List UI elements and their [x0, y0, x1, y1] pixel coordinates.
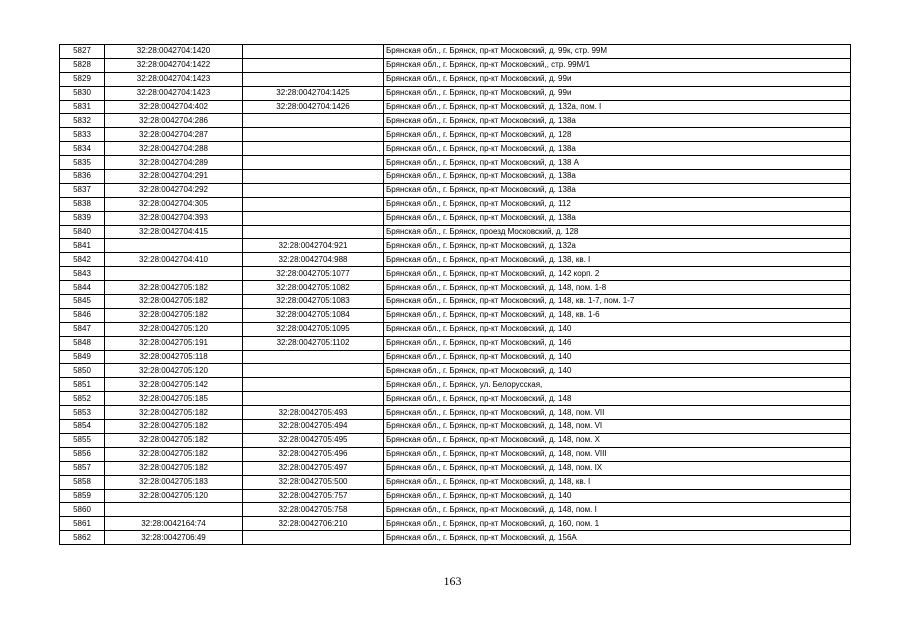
object-cadastral-number-cell: 32:28:0042705:1095 — [243, 322, 384, 336]
table-row — [60, 308, 851, 322]
cadastral-number-cell: 32:28:0042704:289 — [105, 156, 243, 170]
table-row — [60, 72, 851, 86]
address-cell: Брянская обл., г. Брянск, пр-кт Московский, д. 142 корп. 2 — [384, 267, 851, 281]
cadastral-number-cell — [105, 503, 243, 517]
object-cadastral-number-cell — [243, 531, 384, 545]
object-cadastral-number-cell — [243, 378, 384, 392]
table-row — [60, 211, 851, 225]
cadastral-number-cell: 32:28:0042704:287 — [105, 128, 243, 142]
cadastral-number-cell: 32:28:0042704:286 — [105, 114, 243, 128]
row-number-cell: 5845 — [60, 295, 105, 309]
row-number-cell: 5830 — [60, 86, 105, 100]
table-row — [60, 433, 851, 447]
row-number-cell: 5851 — [60, 378, 105, 392]
object-cadastral-number-cell: 32:28:0042705:495 — [243, 433, 384, 447]
table-row — [60, 489, 851, 503]
object-cadastral-number-cell: 32:28:0042704:988 — [243, 253, 384, 267]
registry-table-body — [60, 45, 851, 545]
object-cadastral-number-cell — [243, 350, 384, 364]
row-number-cell: 5828 — [60, 58, 105, 72]
table-row — [60, 378, 851, 392]
row-number-cell: 5838 — [60, 197, 105, 211]
address-cell: Брянская обл., г. Брянск, пр-кт Московский, д. 146 — [384, 336, 851, 350]
cadastral-number-cell: 32:28:0042704:402 — [105, 100, 243, 114]
registry-table — [59, 44, 851, 545]
address-cell: Брянская обл., г. Брянск, пр-кт Московский, д. 148, кв. I — [384, 475, 851, 489]
table-row — [60, 336, 851, 350]
table-row — [60, 392, 851, 406]
row-number-cell: 5859 — [60, 489, 105, 503]
object-cadastral-number-cell: 32:28:0042704:1425 — [243, 86, 384, 100]
cadastral-number-cell: 32:28:0042706:49 — [105, 531, 243, 545]
row-number-cell: 5840 — [60, 225, 105, 239]
table-row — [60, 406, 851, 420]
address-cell: Брянская обл., г. Брянск, пр-кт Московский, д. 132а, пом. I — [384, 100, 851, 114]
row-number-cell: 5844 — [60, 281, 105, 295]
table-row — [60, 420, 851, 434]
object-cadastral-number-cell: 32:28:0042704:1426 — [243, 100, 384, 114]
table-row — [60, 531, 851, 545]
page-number: 163 — [443, 574, 462, 588]
object-cadastral-number-cell — [243, 197, 384, 211]
row-number-cell: 5836 — [60, 170, 105, 184]
object-cadastral-number-cell: 32:28:0042705:1084 — [243, 308, 384, 322]
address-cell: Брянская обл., г. Брянск, пр-кт Московский, д. 148, кв. 1-7, пом. 1-7 — [384, 295, 851, 309]
table-row — [60, 100, 851, 114]
cadastral-number-cell — [105, 239, 243, 253]
address-cell: Брянская обл., г. Брянск, пр-кт Московский, д. 148, кв. 1-6 — [384, 308, 851, 322]
table-row — [60, 364, 851, 378]
cadastral-number-cell: 32:28:0042705:182 — [105, 461, 243, 475]
address-cell: Брянская обл., г. Брянск, пр-кт Московский, д. 148, пом. VII — [384, 406, 851, 420]
row-number-cell: 5834 — [60, 142, 105, 156]
row-number-cell: 5832 — [60, 114, 105, 128]
cadastral-number-cell: 32:28:0042705:182 — [105, 308, 243, 322]
table-row — [60, 58, 851, 72]
table-row — [60, 114, 851, 128]
table-row — [60, 239, 851, 253]
cadastral-number-cell: 32:28:0042705:182 — [105, 406, 243, 420]
object-cadastral-number-cell: 32:28:0042705:1083 — [243, 295, 384, 309]
cadastral-number-cell: 32:28:0042704:1420 — [105, 45, 243, 59]
address-cell: Брянская обл., г. Брянск, пр-кт Московский, д. 148, пом. VI — [384, 420, 851, 434]
cadastral-number-cell: 32:28:0042704:393 — [105, 211, 243, 225]
row-number-cell: 5860 — [60, 503, 105, 517]
table-row — [60, 281, 851, 295]
address-cell: Брянская обл., г. Брянск, пр-кт Московский, д. 148, пом. 1-8 — [384, 281, 851, 295]
table-row — [60, 267, 851, 281]
row-number-cell: 5857 — [60, 461, 105, 475]
cadastral-number-cell: 32:28:0042704:1423 — [105, 86, 243, 100]
cadastral-number-cell: 32:28:0042704:1422 — [105, 58, 243, 72]
table-row — [60, 253, 851, 267]
cadastral-number-cell: 32:28:0042704:1423 — [105, 72, 243, 86]
address-cell: Брянская обл., г. Брянск, пр-кт Московский, д. 112 — [384, 197, 851, 211]
object-cadastral-number-cell: 32:28:0042705:500 — [243, 475, 384, 489]
table-row — [60, 517, 851, 531]
object-cadastral-number-cell — [243, 364, 384, 378]
address-cell: Брянская обл., г. Брянск, пр-кт Московский,, стр. 99М/1 — [384, 58, 851, 72]
address-cell: Брянская обл., г. Брянск, пр-кт Московский, д. 138а — [384, 142, 851, 156]
cadastral-number-cell: 32:28:0042705:191 — [105, 336, 243, 350]
address-cell: Брянская обл., г. Брянск, пр-кт Московский, д. 160, пом. 1 — [384, 517, 851, 531]
cadastral-number-cell: 32:28:0042705:182 — [105, 420, 243, 434]
address-cell: Брянская обл., г. Брянск, пр-кт Московский, д. 99к, стр. 99М — [384, 45, 851, 59]
address-cell: Брянская обл., г. Брянск, пр-кт Московский, д. 138а — [384, 183, 851, 197]
address-cell: Брянская обл., г. Брянск, пр-кт Московский, д. 148, пом. X — [384, 433, 851, 447]
table-row — [60, 45, 851, 59]
address-cell: Брянская обл., г. Брянск, пр-кт Московский, д. 148, пом. IX — [384, 461, 851, 475]
table-row — [60, 183, 851, 197]
object-cadastral-number-cell: 32:28:0042705:757 — [243, 489, 384, 503]
address-cell: Брянская обл., г. Брянск, пр-кт Московский, д. 128 — [384, 128, 851, 142]
object-cadastral-number-cell — [243, 114, 384, 128]
object-cadastral-number-cell: 32:28:0042705:494 — [243, 420, 384, 434]
address-cell: Брянская обл., г. Брянск, пр-кт Московский, д. 138 А — [384, 156, 851, 170]
address-cell: Брянская обл., г. Брянск, пр-кт Московский, д. 148, пом. I — [384, 503, 851, 517]
object-cadastral-number-cell — [243, 128, 384, 142]
object-cadastral-number-cell: 32:28:0042706:210 — [243, 517, 384, 531]
row-number-cell: 5833 — [60, 128, 105, 142]
cadastral-number-cell: 32:28:0042704:291 — [105, 170, 243, 184]
address-cell: Брянская обл., г. Брянск, пр-кт Московский, д. 140 — [384, 322, 851, 336]
row-number-cell: 5827 — [60, 45, 105, 59]
table-row — [60, 503, 851, 517]
address-cell: Брянская обл., г. Брянск, пр-кт Московский, д. 140 — [384, 364, 851, 378]
row-number-cell: 5852 — [60, 392, 105, 406]
row-number-cell: 5831 — [60, 100, 105, 114]
table-row — [60, 156, 851, 170]
row-number-cell: 5848 — [60, 336, 105, 350]
table-row — [60, 350, 851, 364]
cadastral-number-cell: 32:28:0042705:120 — [105, 364, 243, 378]
row-number-cell: 5829 — [60, 72, 105, 86]
address-cell: Брянская обл., г. Брянск, пр-кт Московский, д. 148 — [384, 392, 851, 406]
row-number-cell: 5842 — [60, 253, 105, 267]
object-cadastral-number-cell: 32:28:0042705:493 — [243, 406, 384, 420]
object-cadastral-number-cell — [243, 211, 384, 225]
address-cell: Брянская обл., г. Брянск, пр-кт Московский, д. 138а — [384, 114, 851, 128]
address-cell: Брянская обл., г. Брянск, ул. Белорусская, — [384, 378, 851, 392]
row-number-cell: 5854 — [60, 420, 105, 434]
object-cadastral-number-cell: 32:28:0042705:497 — [243, 461, 384, 475]
address-cell: Брянская обл., г. Брянск, пр-кт Московский, д. 156А — [384, 531, 851, 545]
cadastral-number-cell: 32:28:0042705:185 — [105, 392, 243, 406]
address-cell: Брянская обл., г. Брянск, пр-кт Московский, д. 99и — [384, 86, 851, 100]
object-cadastral-number-cell: 32:28:0042704:921 — [243, 239, 384, 253]
row-number-cell: 5843 — [60, 267, 105, 281]
table-row — [60, 447, 851, 461]
row-number-cell: 5847 — [60, 322, 105, 336]
row-number-cell: 5846 — [60, 308, 105, 322]
row-number-cell: 5841 — [60, 239, 105, 253]
row-number-cell: 5862 — [60, 531, 105, 545]
table-row — [60, 225, 851, 239]
object-cadastral-number-cell — [243, 170, 384, 184]
object-cadastral-number-cell: 32:28:0042705:1102 — [243, 336, 384, 350]
address-cell: Брянская обл., г. Брянск, пр-кт Московский, д. 138а — [384, 170, 851, 184]
row-number-cell: 5850 — [60, 364, 105, 378]
row-number-cell: 5839 — [60, 211, 105, 225]
address-cell: Брянская обл., г. Брянск, пр-кт Московский, д. 138, кв. I — [384, 253, 851, 267]
table-row — [60, 475, 851, 489]
row-number-cell: 5861 — [60, 517, 105, 531]
address-cell: Брянская обл., г. Брянск, пр-кт Московский, д. 140 — [384, 350, 851, 364]
cadastral-number-cell: 32:28:0042705:120 — [105, 489, 243, 503]
row-number-cell: 5835 — [60, 156, 105, 170]
row-number-cell: 5858 — [60, 475, 105, 489]
object-cadastral-number-cell — [243, 392, 384, 406]
cadastral-number-cell: 32:28:0042704:292 — [105, 183, 243, 197]
cadastral-number-cell: 32:28:0042705:120 — [105, 322, 243, 336]
cadastral-number-cell: 32:28:0042164:74 — [105, 517, 243, 531]
object-cadastral-number-cell: 32:28:0042705:1082 — [243, 281, 384, 295]
object-cadastral-number-cell — [243, 183, 384, 197]
cadastral-number-cell: 32:28:0042705:182 — [105, 295, 243, 309]
object-cadastral-number-cell — [243, 72, 384, 86]
table-row — [60, 322, 851, 336]
row-number-cell: 5837 — [60, 183, 105, 197]
object-cadastral-number-cell: 32:28:0042705:496 — [243, 447, 384, 461]
cadastral-number-cell: 32:28:0042704:410 — [105, 253, 243, 267]
table-row — [60, 295, 851, 309]
cadastral-number-cell — [105, 267, 243, 281]
object-cadastral-number-cell — [243, 225, 384, 239]
table-row — [60, 86, 851, 100]
object-cadastral-number-cell: 32:28:0042705:758 — [243, 503, 384, 517]
address-cell: Брянская обл., г. Брянск, пр-кт Московский, д. 138а — [384, 211, 851, 225]
object-cadastral-number-cell: 32:28:0042705:1077 — [243, 267, 384, 281]
address-cell: Брянская обл., г. Брянск, пр-кт Московский, д. 99и — [384, 72, 851, 86]
object-cadastral-number-cell — [243, 156, 384, 170]
cadastral-number-cell: 32:28:0042704:288 — [105, 142, 243, 156]
address-cell: Брянская обл., г. Брянск, пр-кт Московский, д. 132а — [384, 239, 851, 253]
table-row — [60, 197, 851, 211]
cadastral-number-cell: 32:28:0042705:182 — [105, 447, 243, 461]
row-number-cell: 5853 — [60, 406, 105, 420]
address-cell: Брянская обл., г. Брянск, проезд Московский, д. 128 — [384, 225, 851, 239]
cadastral-number-cell: 32:28:0042705:182 — [105, 281, 243, 295]
row-number-cell: 5849 — [60, 350, 105, 364]
cadastral-number-cell: 32:28:0042705:183 — [105, 475, 243, 489]
table-row — [60, 142, 851, 156]
object-cadastral-number-cell — [243, 45, 384, 59]
cadastral-number-cell: 32:28:0042705:142 — [105, 378, 243, 392]
table-row — [60, 128, 851, 142]
address-cell: Брянская обл., г. Брянск, пр-кт Московский, д. 148, пом. VIII — [384, 447, 851, 461]
object-cadastral-number-cell — [243, 58, 384, 72]
cadastral-number-cell: 32:28:0042705:182 — [105, 433, 243, 447]
cadastral-number-cell: 32:28:0042704:305 — [105, 197, 243, 211]
table-row — [60, 461, 851, 475]
cadastral-number-cell: 32:28:0042704:415 — [105, 225, 243, 239]
object-cadastral-number-cell — [243, 142, 384, 156]
cadastral-number-cell: 32:28:0042705:118 — [105, 350, 243, 364]
address-cell: Брянская обл., г. Брянск, пр-кт Московский, д. 140 — [384, 489, 851, 503]
row-number-cell: 5855 — [60, 433, 105, 447]
row-number-cell: 5856 — [60, 447, 105, 461]
table-row — [60, 170, 851, 184]
